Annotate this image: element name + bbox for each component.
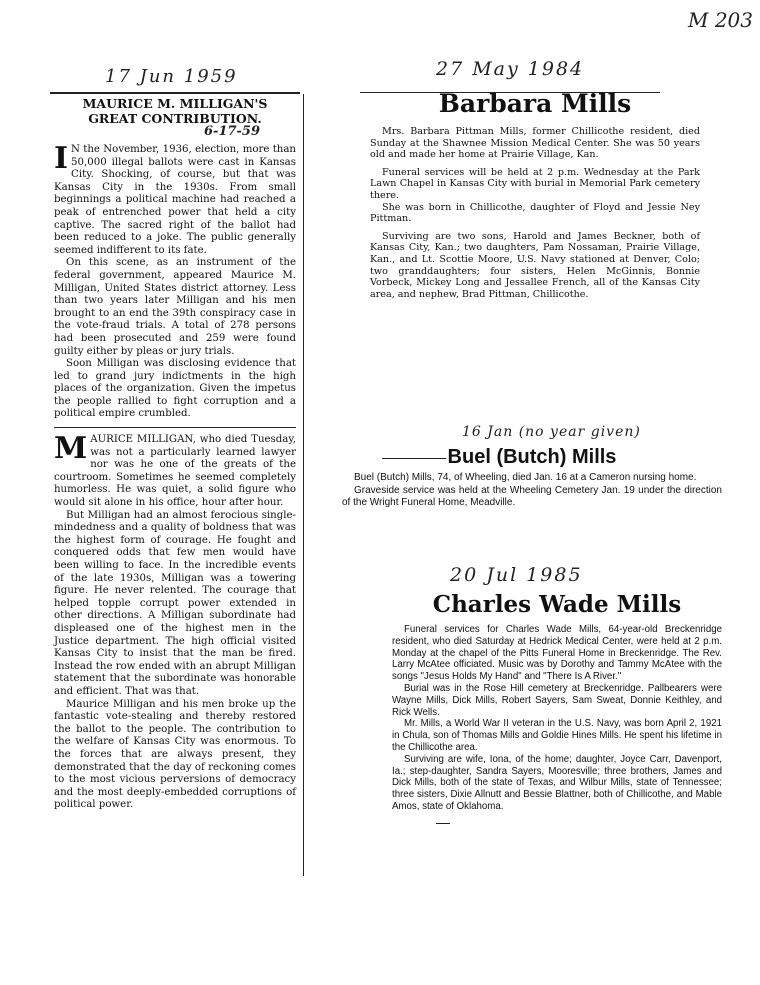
buel-p1: Buel (Butch) Mills, 74, of Wheeling, died Jan. 16 at a Cameron nursing home. (354, 472, 697, 483)
milligan-s1-p3: Soon Milligan was disclosing evidence that led to grand jury indictments in the high places of the organization. Given the impetus the people rallied to fight corruption and a political empire crumbled. (54, 358, 296, 420)
milligan-s2-p1-text: AURICE MILLIGAN, who died Tuesday, was not a particularly learned lawyer nor was he one of the greats of the courtroom. Sometimes he seemed completely humorless. He was quiet, a solid figure who would sit alone in his office, hour after hour. (54, 434, 296, 509)
charles-p1: Funeral services for Charles Wade Mills, 64-year-old Breckenridge resident, who died Saturday at Hedrick Medical Center, were held at 2 p.m. Monday at the chapel of the Pitts Funeral Home in Breckenridge. The Rev. Larry McAtee officiated. Music was by Dorothy and Tammy McAtee with the songs "Jesus Holds My Hand" and "There Is A River." (392, 624, 722, 683)
milligan-s1-p1-text: N the November, 1936, election, more than 50,000 illegal ballots were cast in Kansas City. Shocking, of course, but that was Kansas City in the 1930s. From small beginnings a political machine had reached a peak of entrenched power that held a city captive. The sacred right of the ballot had been reduced to a joke. The public generally seemed indifferent to its fate. (54, 144, 296, 256)
barbara-obituary (370, 88, 700, 300)
charles-handwritten-date: 20 Jul 1985 (450, 564, 583, 586)
charles-p2: Burial was in the Rose Hill cemetery at Breckenridge. Pallbearers were Wayne Mills, Dick Mills, Robert Sayers, Sam Sweat, Donnie Keithley, and Rick Wells. (392, 682, 722, 718)
milligan-section-1 (54, 141, 296, 421)
left-clipping (54, 96, 296, 812)
buel-p2: Graveside service was held at the Wheeling Cemetery Jan. 19 under the direction of the Wright Funeral Home, Meadville. (342, 484, 722, 508)
page-reference: M 203 (688, 8, 754, 32)
charles-p3: Mr. Mills, a World War II veteran in the U.S. Navy, was born April 2, 1921 in Chula, son of Thomas Mills and Goldie Hines Mills. He spent his lifetime in the Chillicothe area. (392, 718, 722, 753)
dropcap-m: M (54, 431, 88, 467)
buel-handwritten-date: 16 Jan (no year given) (462, 424, 641, 440)
milligan-s1-p2: On this scene, as an instrument of the federal government, appeared Maurice M. Milligan, United States district attorney. Less than two years later Milligan and his men brought to an end the 39th conspiracy case in the vote-fraud trials. A total of 278 persons had been prosecuted and 259 were found guilty either by pleas or jury trials. (54, 257, 296, 357)
charles-obituary (392, 590, 722, 824)
milligan-headline: MAURICE M. MILLIGAN'S GREAT CONTRIBUTION. (82, 96, 268, 126)
left-right-border (303, 94, 304, 876)
milligan-s2-p1 (54, 431, 296, 510)
milligan-s2-p3: Maurice Milligan and his men broke up the fantastic vote-stealing and thereby restored the ballot to the people. The contribution to the welfare of Kansas City was enormous. To the forces that are always present, they demonstrated that the day of reckoning comes to the most vicious perversions of democracy and the most deeply-embedded corruptions of political power. (54, 698, 296, 811)
charles-p4: Surviving are wife, Iona, of the home; daughter, Joyce Carr, Davenport, Ia.; step-daughter, Sandra Sayers, Mooresville; three brothers, James and Dick Mills, both of the state of Texas, and Wilbur Mills, state of Tennessee; three sisters, Dixie Allnutt and Bessie Blattner, both of Chillicothe, and Mable Amos, state of Oklahoma. (392, 753, 722, 812)
left-handwritten-date-2: 6-17-59 (204, 124, 261, 139)
left-top-rule (50, 92, 300, 94)
barbara-p2: Funeral services will be held at 2 p.m. Wednesday at the Park Lawn Chapel in Kansas City with burial in Memorial Park cemetery there. (370, 166, 700, 201)
buel-obituary (342, 444, 722, 510)
charles-headline: Charles Wade Mills (432, 591, 682, 618)
milligan-section-divider (54, 427, 296, 428)
charles-end-rule (436, 823, 450, 824)
milligan-section-2 (54, 431, 296, 812)
buel-headline: Buel (Butch) Mills (447, 446, 617, 468)
left-handwritten-date: 17 Jun 1959 (105, 66, 238, 87)
barbara-handwritten-date: 27 May 1984 (436, 58, 585, 80)
milligan-s1-p1 (54, 141, 296, 257)
milligan-s2-p2: But Milligan had an almost ferocious single-mindedness and a quality of boldness that was the highest form of courage. He fought and conquered odds that few men would have been willing to face. In the incredible events of the late 1930s, Milligan was a towering figure. He never relented. The courage that helped topple corrupt power extended in other directions. A Milligan subordinate had displeased one of the highest men in the Justice department. The high official visited Kansas City to insist that the man be fired. Instead the row ended with an abrupt Milligan statement that the subordinate was honorable and efficient. That was that. (54, 509, 296, 697)
barbara-p1: Mrs. Barbara Pittman Mills, former Chillicothe resident, died Sunday at the Shawnee Mission Medical Center. She was 50 years old and made her home at Prairie Village, Kan. (370, 126, 700, 161)
dropcap-i: I (54, 141, 69, 176)
barbara-headline: Barbara Mills (438, 89, 632, 118)
barbara-p4: Surviving are two sons, Harold and James Beckner, both of Kansas City, Kan.; two daughters, Pam Nossaman, Prairie Village, Kan., and Lt. Scottie Moore, U.S. Navy stationed at Denver, Colo; two granddaughters; four sisters, Helen McGinnis, Bonnie Vorbeck, Mickey Long and Jessallee French, all of the Kansas City area, and nephew, Brad Pittman, Chillicothe. (370, 230, 700, 300)
barbara-p3: She was born in Chillicothe, daughter of Floyd and Jessie Ney Pittman. (370, 201, 700, 225)
